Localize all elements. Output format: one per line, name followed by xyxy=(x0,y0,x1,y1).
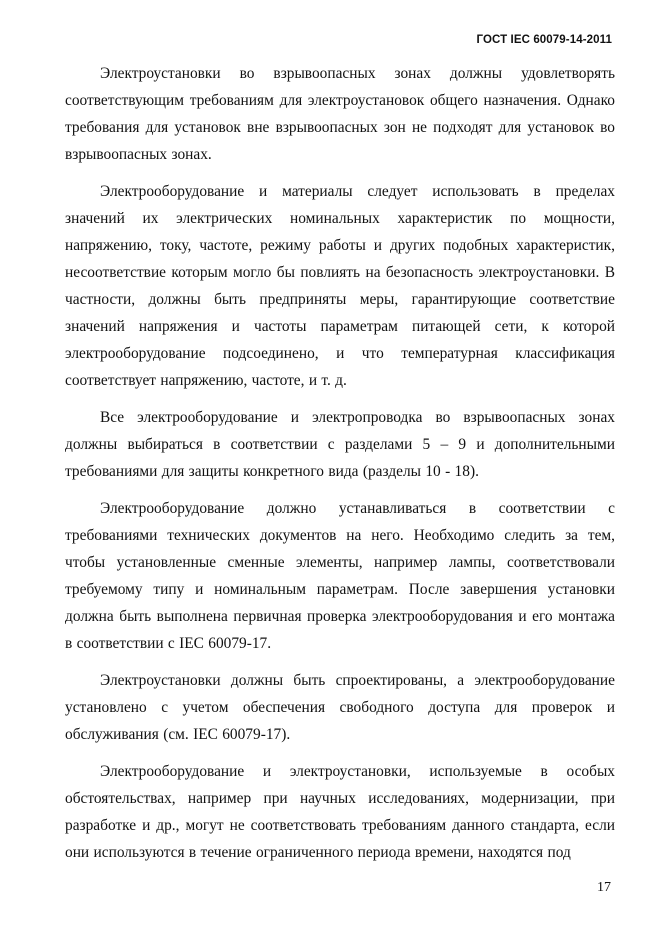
paragraph-3: Все электрооборудование и электропроводка во взрывоопасных зонах должны выбираться в соответствии с разделами 5 – 9 и дополнительными требованиями для защиты конкретного вида (разделы 10 - 18). xyxy=(65,409,615,480)
paragraph-2: Электрооборудование и материалы следует использовать в пределах значений их электрических номинальных характеристик по мощности, напряжению, току, частоте, режиму работы и других подобных характеристик, несоответствие которым могло бы повлиять на безопасность электроустановки. В частности, должны быть предприняты меры, гарантирующие соответствие значений напряжения и частоты параметрам питающей сети, к которой электрооборудование подсоединено, и что температурная классификация соответствует напряжению, частоте, и т. д. xyxy=(65,183,615,389)
paragraph-5: Электроустановки должны быть спроектированы, а электрооборудование установлено с учетом обеспечения свободного доступа для проверок и обслуживания (см. IEC 60079-17). xyxy=(65,672,615,743)
paragraph-1: Электроустановки во взрывоопасных зонах должны удовлетворять соответствующим требованиям для электроустановок общего назначения. Однако требования для установок вне взрывоопасных зон не подходят для установок во взрывоопасных зонах. xyxy=(65,65,615,163)
page-number: 17 xyxy=(597,880,611,895)
paragraph-6: Электрооборудование и электроустановки, используемые в особых обстоятельствах, например при научных исследованиях, модернизации, при разработке и др., могут не соответствовать требованиям данного стандарта, если они используются в течение ограниченного периода времени, находятся под xyxy=(65,763,615,861)
paragraph-4: Электрооборудование должно устанавливаться в соответствии с требованиями технических документов на него. Необходимо следить за тем, чтобы установленные сменные элементы, например лампы, соответствовали требуемому типу и номинальным параметрам. После завершения установки должна быть выполнена первичная проверка электрооборудования и его монтажа в соответствии с IEC 60079-17. xyxy=(65,500,615,652)
body-text xyxy=(65,60,615,876)
document-header: ГОСТ IEC 60079-14-2011 xyxy=(476,34,612,46)
